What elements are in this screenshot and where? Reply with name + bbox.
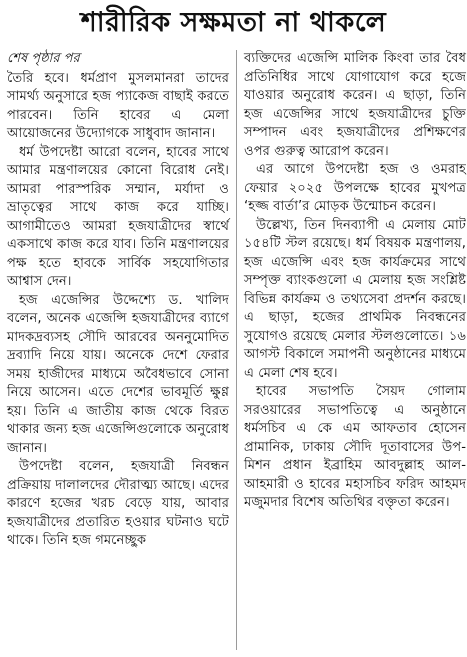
article-column-left [7,50,229,551]
article-paragraph: উপদেষ্টা বলেন, হজযাত্রী নিবন্ধন প্রক্রিয়ায় দালালদের দৌরাত্ম্য আছে। এদের কারণে হজের খরচ বেড়ে যায়, আবার হজযাত্রীদের প্রতারিত হওয়ার ঘটনাও ঘটে থাকে। তিনি হজ গমনেচ্ছুক [7,459,229,548]
article-paragraph: তৈরি হবে। ধর্মপ্রাণ মুসলমানরা তাদের সামর্থ্য অনুসারে হজ প্যাকেজ বাছাই করতে পারবেন। তিনি হাবের এ মেলা আয়োজনের উদ্যোগকে সাধুবাদ জানান। [7,70,229,141]
article-column-right [244,50,466,513]
continuation-marker: শেষ পৃষ্ঠার পর [7,51,80,66]
article-paragraph: ব্যক্তিদের এজেন্সি মালিক কিংবা তার বৈধ প্রতিনিধির সাথে যোগাযোগ করে হজে যাওয়ার অনুরোধ করেন। এ ছাড়া, তিনি হজ এজেন্সির সাথে হজযাত্রীদের চুক্তি সম্পাদন এবং হজযাত্রীদের প্রশিক্ষণের ওপর গুরুত্ব আরোপ করেন। [244,51,466,159]
article-paragraph: উল্লেখ্য, তিন দিনব্যাপী এ মেলায় মোট ১৫৪টি স্টল রয়েছে। ধর্ম বিষয়ক মন্ত্রণালয়, হজ এজেন্সি এবং হজ কার্যক্রমের সাথে সম্পৃক্ত ব্যাংকগুলো এ মেলায় হজ সংশ্লিষ্ট বিভিন্ন কার্যক্রম ও তথ্যসেবা প্রদর্শন করছে। এ ছাড়া, হজের প্রাথমিক নিবন্ধনের সুযোগও রয়েছে মেলার স্টলগুলোতে। ১৬ আগস্ট বিকালে সমাপনী অনুষ্ঠানের মাধ্যমে এ মেলা শেষ হবে। [244,217,466,381]
article-headline: শারীরিক সক্ষমতা না থাকলে [80,7,387,38]
column-divider [236,50,237,650]
article-paragraph: হাবের সভাপতি সৈয়দ গোলাম সরওয়ারের সভাপতিত্বে এ অনুষ্ঠানে ধর্মসচিব এ কে এম আফতাব হোসেন প্রামানিক, ঢাকায় সৌদি দূতাবাসের উপ-মিশন প্রধান ইব্রাহিম আবদুল্লাহ আল-আহমারী ও হাবের মহাসচিব ফরিদ আহমদ মজুমদার বিশেষ অতিথির বক্তৃতা করেন। [244,384,466,510]
article-paragraph: ধর্ম উপদেষ্টা আরো বলেন, হাবের সাথে আমার মন্ত্রণালয়ের কোনো বিরোধ নেই। আমরা পারস্পরিক সম্মান, মর্যাদা ও ভ্রাতৃত্বের সাথে কাজ করে যাচ্ছি। আগামীতেও আমরা হজযাত্রীদের স্বার্থে একসাথে কাজ করে যাব। তিনি মন্ত্রণালয়ের পক্ষ হতে হাবকে সার্বিক সহযোগিতার আশ্বাস দেন। [7,144,229,289]
article-paragraph: এর আগে উপদেষ্টা হজ ও ওমরাহ ফেয়ার ২০২৫ উপলক্ষে হাবের মুখপত্র ‘হজ্জ বার্তা’র মোড়ক উন্মোচন করেন। [244,162,466,214]
article-paragraph: হজ এজেন্সির উদ্দেশ্যে ড. খালিদ বলেন, অনেক এজেন্সি হজযাত্রীদের ব্যাগে মাদকদ্রব্যসহ সৌদি আরবের অননুমোদিত দ্রব্যাদি নিয়ে যায়। অনেকে দেশে ফেরার সময় হাজীদের মাধ্যমে অবৈধভাবে সোনা নিয়ে আসেন। এতে দেশের ভাবমূর্তি ক্ষুণ্ণ হয়। তিনি এ জাতীয় কাজ থেকে বিরত থাকার জন্য হজ এজেন্সিগুলোকে অনুরোধ জানান। [7,292,229,456]
